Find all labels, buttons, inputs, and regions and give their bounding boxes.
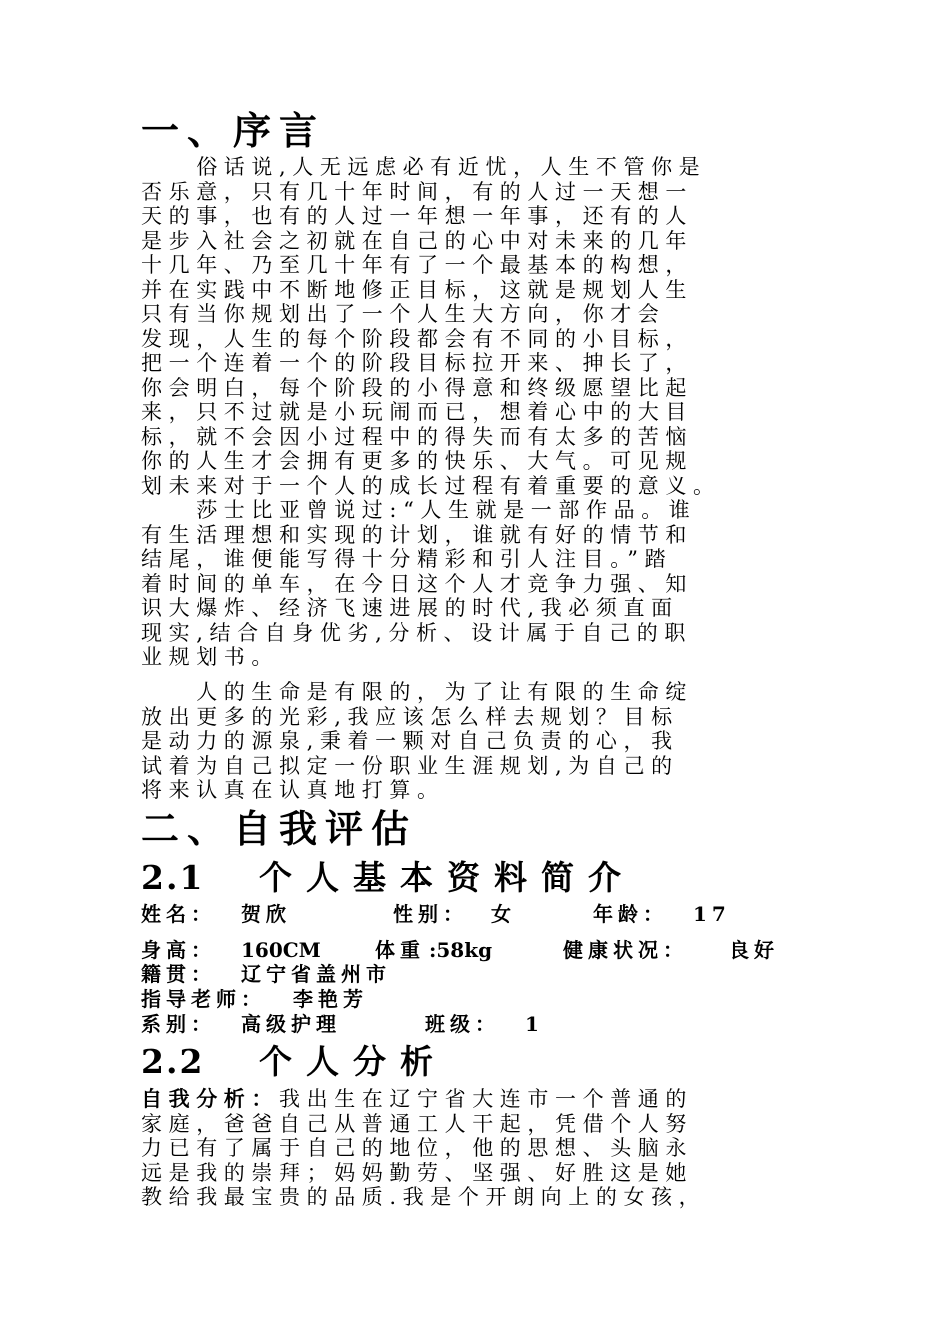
- text-line: 识大爆炸、经济飞速进展的时代,我必须直面: [141, 596, 679, 620]
- department-label: 系别：: [141, 1012, 216, 1036]
- text-line: 你的人生才会拥有更多的快乐、大气。可见规: [141, 449, 693, 473]
- self-analysis-paragraph: [141, 1087, 841, 1210]
- text-line: 来，只不过就是小玩闹而已，想着心中的大目: [141, 400, 693, 424]
- name-label: 姓名：: [141, 902, 216, 926]
- subsection-heading-basic-info: [141, 858, 635, 898]
- preface-paragraph-2: [141, 498, 841, 670]
- text-line: 并在实践中不断地修正目标，这就是规划人生: [141, 277, 693, 302]
- age-value: 17: [693, 902, 731, 926]
- text-line: 十几年、乃至几十年有了一个最基本的构想，: [141, 253, 693, 277]
- weight-label: 体重: [375, 938, 425, 962]
- department-value: 高级护理: [241, 1012, 341, 1036]
- text-line: 标，就不会因小过程中的得失而有太多的苦恼: [141, 424, 693, 449]
- gender-value: 女: [491, 902, 516, 926]
- text-line: 是动力的源泉,秉着一颗对自己负责的心，我: [141, 729, 679, 753]
- preface-paragraph-3: [141, 680, 841, 803]
- text-line: 人的生命是有限的，为了让有限的生命绽: [141, 680, 693, 704]
- height-value: 160CM: [241, 938, 321, 962]
- text-line: 力已有了属于自己的地位，他的思想、头脑永: [141, 1136, 693, 1160]
- height-label: 身高：: [141, 938, 216, 962]
- text-line: 现实,结合自身优劣,分析、设计属于自己的职: [141, 620, 692, 645]
- subsection-heading-personal-analysis: [141, 1042, 447, 1082]
- text-line: 将来认真在认真地打算。: [141, 778, 445, 802]
- text-line: 是步入社会之初就在自己的心中对未来的几年: [141, 228, 693, 253]
- health-label: 健康状况：: [563, 938, 688, 962]
- text-line: 有生活理想和实现的计划，谁就有好的情节和: [141, 522, 693, 547]
- text-line: 教给我最宝贵的品质.我是个开朗向上的女孩，: [141, 1185, 707, 1209]
- text-line: 结尾，谁便能写得十分精彩和引人注目。”踏: [141, 547, 673, 571]
- subsection-number: 2.1: [141, 858, 205, 897]
- teacher-label: 指导老师：: [141, 987, 266, 1011]
- text-line: 划未来对于一个人的成长过程有着重要的意义。: [141, 473, 721, 498]
- text-line: 否乐意，只有几十年时间，有的人过一天想一: [141, 179, 693, 204]
- gender-label: 性别：: [393, 902, 468, 926]
- text-line: 天的事，也有的人过一年想一年事，还有的人: [141, 204, 693, 228]
- text-line: 发现，人生的每个阶段都会有不同的小目标，: [141, 326, 693, 351]
- class-value: 1: [525, 1012, 544, 1036]
- teacher-value: 李艳芳: [293, 987, 368, 1011]
- text-line: 只有当你规划出了一个人生大方向，你才会: [141, 302, 666, 326]
- subsection-title: 个人分析: [259, 1042, 447, 1081]
- text-line: 家庭，爸爸自己从普通工人干起，凭借个人努: [141, 1111, 693, 1136]
- text-line: 俗话说,人无远虑必有近忧，人生不管你是: [141, 155, 707, 179]
- text-line: 放出更多的光彩,我应该怎么样去规划？目标: [141, 704, 679, 729]
- weight-value: :58kg: [429, 938, 493, 962]
- text-line: 你会明白，每个阶段的小得意和终级愿望比起: [141, 375, 693, 400]
- text-line: 远是我的崇拜；妈妈勤劳、坚强、好胜这是她: [141, 1160, 693, 1185]
- text-line: 把一个连着一个的阶段目标拉开来、抻长了，: [141, 351, 693, 375]
- text-span: 我出生在辽宁省大连市一个普通的: [279, 1087, 693, 1111]
- native-place-label: 籍贯：: [141, 962, 216, 986]
- self-analysis-lead: 自我分析：: [141, 1086, 279, 1111]
- subsection-title: 个人基本资料简介: [259, 858, 635, 897]
- preface-paragraph-1: [141, 155, 841, 498]
- text-line: 着时间的单车，在今日这个人才竞争力强、知: [141, 571, 693, 596]
- section-heading-preface: 一、序言: [141, 108, 326, 153]
- native-place-value: 辽宁省盖州市: [241, 962, 391, 986]
- text-line: 莎士比亚曾说过:“人生就是一部作品。谁: [141, 498, 697, 522]
- name-value: 贺欣: [241, 902, 291, 926]
- section-heading-self-assessment: 二、自我评估: [141, 806, 418, 851]
- text-line: 业规划书。: [141, 645, 279, 669]
- age-label: 年龄：: [593, 902, 668, 926]
- text-line: 试着为自己拟定一份职业生涯规划,为自己的: [141, 753, 679, 778]
- class-label: 班级：: [425, 1012, 500, 1036]
- health-value: 良好: [729, 938, 779, 962]
- subsection-number: 2.2: [141, 1042, 205, 1081]
- text-line: [141, 1087, 841, 1112]
